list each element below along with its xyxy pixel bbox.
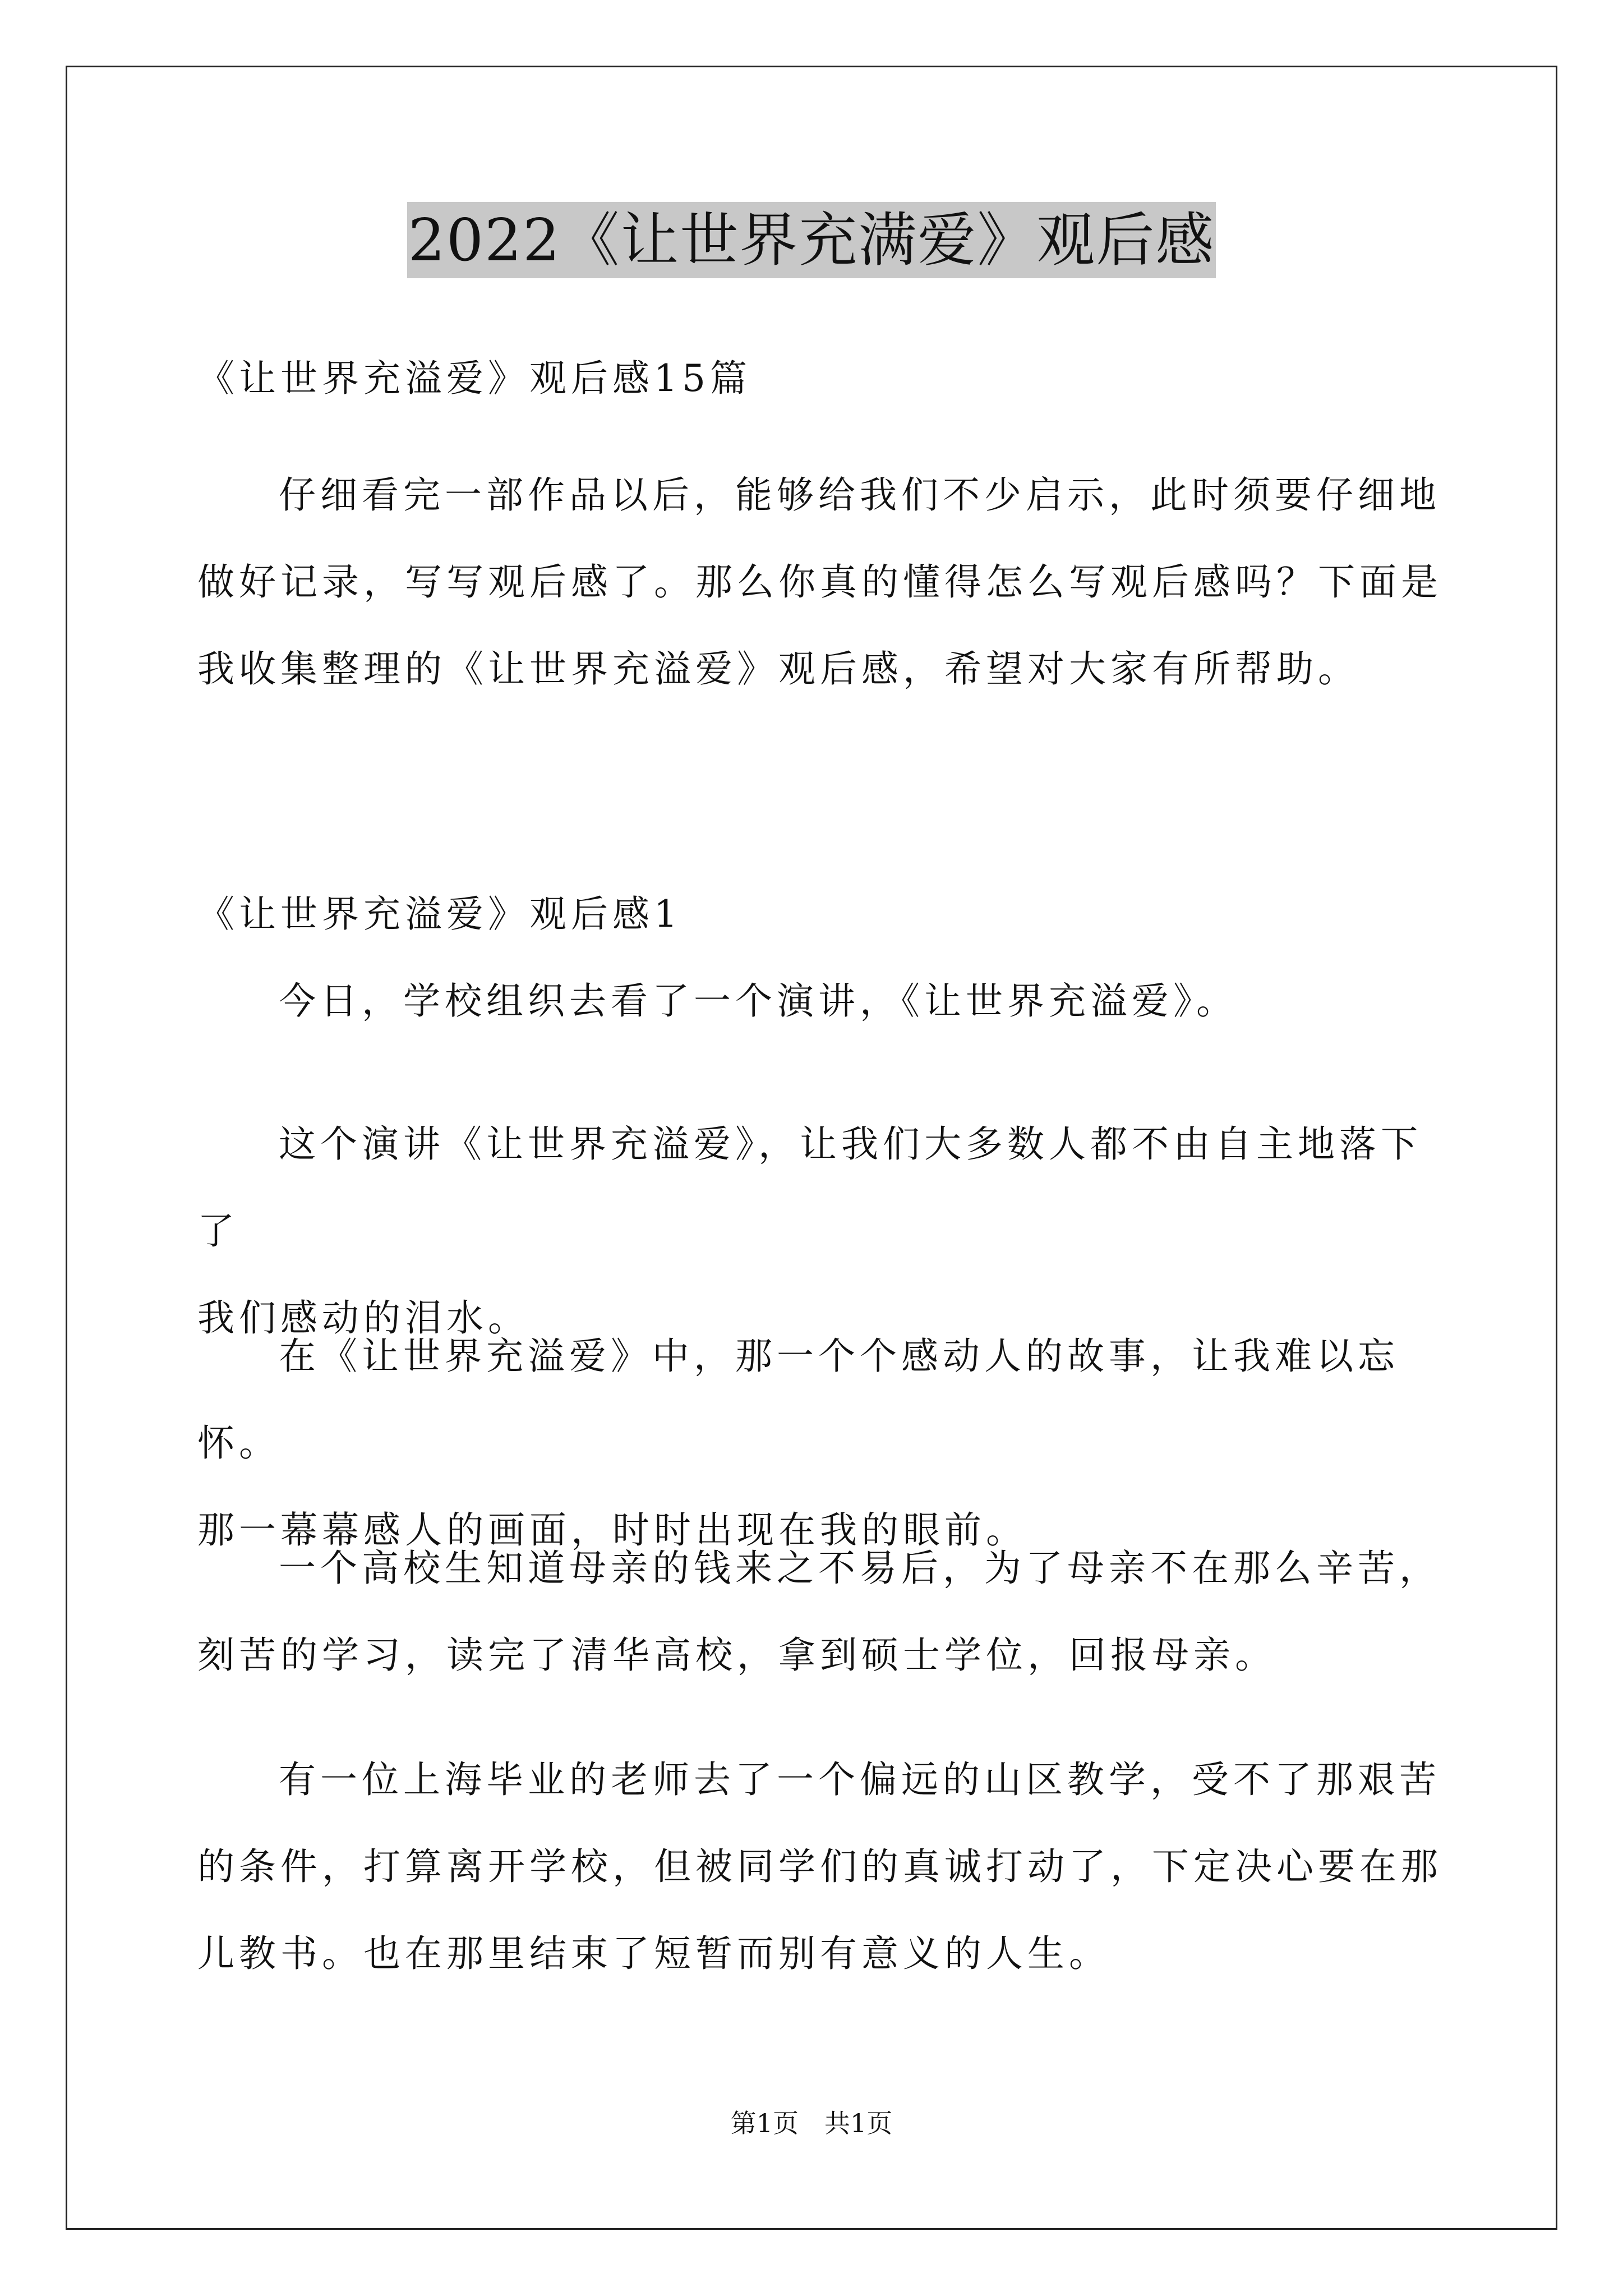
paragraph [197, 1736, 1448, 1997]
paragraph-line: 那一幕幕感人的画面，时时出现在我的眼前。 [197, 1508, 1027, 1552]
section-heading [197, 886, 1448, 942]
paragraph-line: 有一位上海毕业的老师去了一个偏远的山区教学，受不了那艰苦 [279, 1758, 1441, 1801]
paragraph-line: 儿教书。也在那里结束了短暂而别有意义的人生。 [197, 1932, 1110, 1975]
document-title: 2022《让世界充满爱》观后感 [407, 202, 1216, 278]
intro-line: 我收集整理的《让世界充溢爱》观后感，希望对大家有所帮助。 [197, 647, 1359, 691]
paragraph-line: 今日，学校组织去看了一个演讲，《让世界充溢爱》。 [279, 979, 1238, 1023]
document-subtitle [197, 351, 1448, 407]
paragraph-line: 我们感动的泪水。 [197, 1296, 529, 1340]
paragraph [197, 1525, 1448, 1699]
paragraph-line: 一个高校生知道母亲的钱来之不易后，为了母亲不在那么辛苦， [279, 1547, 1441, 1590]
paragraph-line: 的条件，打算离开学校，但被同学们的真诚打动了，下定决心要在那 [197, 1845, 1442, 1888]
intro-line: 仔细看完一部作品以后，能够给我们不少启示，此时须要仔细地 [279, 473, 1441, 517]
title-container [0, 202, 1623, 278]
page-number: 第1页 共1页 [730, 2108, 893, 2138]
section-heading-text: 《让世界充溢爱》观后感1 [197, 892, 682, 936]
page-footer [0, 2106, 1623, 2140]
paragraph-line: 这个演讲《让世界充溢爱》，让我们大多数人都不由自主地落下了 [197, 1122, 1422, 1253]
paragraph-line: 在《让世界充溢爱》中，那一个个感动人的故事，让我难以忘怀。 [197, 1335, 1399, 1465]
intro-line: 做好记录，写写观后感了。那么你真的懂得怎么写观后感吗？下面是 [197, 560, 1442, 604]
subtitle-text: 《让世界充溢爱》观后感15篇 [197, 357, 751, 400]
intro-paragraph [197, 452, 1448, 712]
paragraph-line: 刻苦的学习，读完了清华高校，拿到硕士学位，回报母亲。 [197, 1634, 1276, 1677]
paragraph [197, 973, 1448, 1029]
